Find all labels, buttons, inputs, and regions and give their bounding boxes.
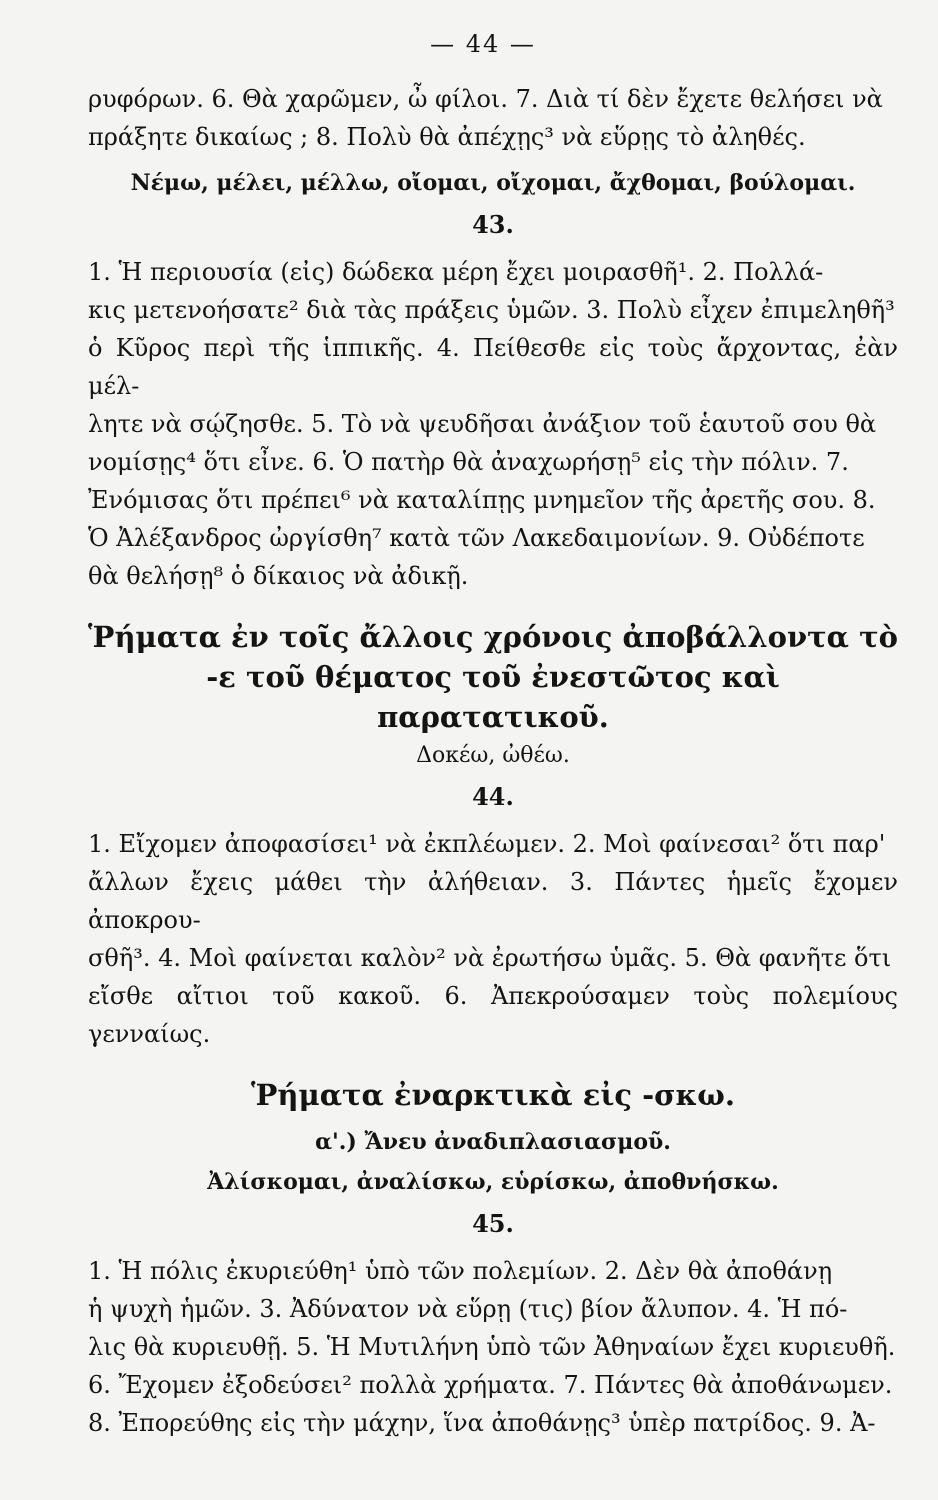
text-line: 1. Ἡ περιουσία (εἰς) δώδεκα μέρη ἔχει μοιρασθῆ¹. 2. Πολλά- [88, 258, 824, 286]
text-line: εἴσθε αἴτιοι τοῦ κακοῦ. 6. Ἀπεκρούσαμεν τοὺς πολεμίους γενναίως. [88, 982, 898, 1048]
chapter-title-2: Ῥήματα ἐναρκτικὰ εἰς -σκω. [250, 1078, 735, 1112]
verbs-heading: Νέμω, μέλει, μέλλω, οἴομαι, οἴχομαι, ἄχθομαι, βούλομαι. [130, 170, 856, 196]
text-line: 8. Ἐπορεύθης εἰς τὴν μάχην, ἵνα ἀποθάνῃς³ ὑπὲρ πατρίδος. 9. Ἀ- [88, 1409, 876, 1437]
text-line: σθῆ³. 4. Μοὶ φαίνεται καλὸν² νὰ ἐρωτήσω ὑμᾶς. 5. Θὰ φανῆτε ὅτι [88, 944, 892, 972]
text-line: ρυφόρων. 6. Θὰ χαρῶμεν, ὦ φίλοι. 7. Διὰ τί δὲν ἔχετε θελήσει νὰ [88, 85, 883, 113]
text-line: πράξητε δικαίως ; 8. Πολὺ θὰ ἀπέχῃς³ νὰ εὕρῃς τὸ ἀληθές. [88, 123, 806, 151]
text-line: λις θὰ κυριευθῇ. 5. Ἡ Μυτιλήνη ὑπὸ τῶν Ἀθηναίων ἔχει κυριευθῆ. [88, 1333, 896, 1361]
section-number-43: 43. [472, 210, 514, 239]
intro-paragraph [88, 80, 898, 156]
text-line: θὰ θελήσῃ⁸ ὁ δίκαιος νὰ ἀδικῇ. [88, 562, 469, 590]
exercise-43 [88, 253, 898, 595]
chapter-title-1 [88, 617, 898, 737]
chapter-subtitle: Δοκέω, ὠθέω. [416, 743, 570, 768]
subsection-heading: α'.) Ἄνευ ἀναδιπλασιασμοῦ. [315, 1129, 671, 1155]
text-line: 1. Εἴχομεν ἀποφασίσει¹ νὰ ἐκπλέωμεν. 2. Μοὶ φαίνεσαι² ὅτι παρ' [88, 830, 886, 858]
text-line: ἡ ψυχὴ ἡμῶν. 3. Ἀδύνατον νὰ εὕρῃ (τις) βίον ἄλυπον. 4. Ἡ πό- [88, 1295, 848, 1323]
text-line: ἄλλων ἔχεις μάθει τὴν ἀλήθειαν. 3. Πάντες ἡμεῖς ἔχομεν ἀποκρου- [88, 868, 898, 934]
verbs-heading-2: Ἀλίσκομαι, ἀναλίσκω, εὑρίσκω, ἀποθνήσκω. [207, 1169, 779, 1195]
text-line: νομίσῃς⁴ ὅτι εἶνε. 6. Ὁ πατὴρ θὰ ἀναχωρήσῃ⁵ εἰς τὴν πόλιν. 7. [88, 448, 849, 476]
text-line: 1. Ἡ πόλις ἐκυριεύθη¹ ὑπὸ τῶν πολεμίων. 2. Δὲν θὰ ἀποθάνῃ [88, 1257, 833, 1285]
section-number-45: 45. [472, 1209, 514, 1238]
text-line: ὁ Κῦρος περὶ τῆς ἱππικῆς. 4. Πείθεσθε εἰς τοὺς ἄρχοντας, ἐὰν μέλ- [88, 334, 898, 400]
section-number-44: 44. [472, 782, 514, 811]
exercise-45 [88, 1252, 898, 1442]
text-line: Ὁ Ἀλέξανδρος ὠργίσθη⁷ κατὰ τῶν Λακεδαιμονίων. 9. Οὐδέποτε [88, 524, 865, 552]
text-line: Ἐνόμισας ὅτι πρέπει⁶ νὰ καταλίπῃς μνημεῖον τῆς ἀρετῆς σου. 8. [88, 486, 876, 514]
title-line: -ε τοῦ θέματος τοῦ ἐνεστῶτος καὶ παρατατικοῦ. [206, 660, 780, 734]
exercise-44 [88, 825, 898, 1053]
text-line: 6. Ἔχομεν ἐξοδεύσει² πολλὰ χρήματα. 7. Πάντες θὰ ἀποθάνωμεν. [88, 1371, 893, 1399]
page-number: — 44 — [430, 30, 536, 58]
text-line: κις μετενοήσατε² διὰ τὰς πράξεις ὑμῶν. 3. Πολὺ εἶχεν ἐπιμεληθῆ³ [88, 296, 895, 324]
text-line: λητε νὰ σῴζησθε. 5. Τὸ νὰ ψευδῆσαι ἀνάξιον τοῦ ἑαυτοῦ σου θὰ [88, 410, 877, 438]
title-line: Ῥήματα ἐν τοῖς ἄλλοις χρόνοις ἀποβάλλοντα τὸ [88, 620, 898, 654]
